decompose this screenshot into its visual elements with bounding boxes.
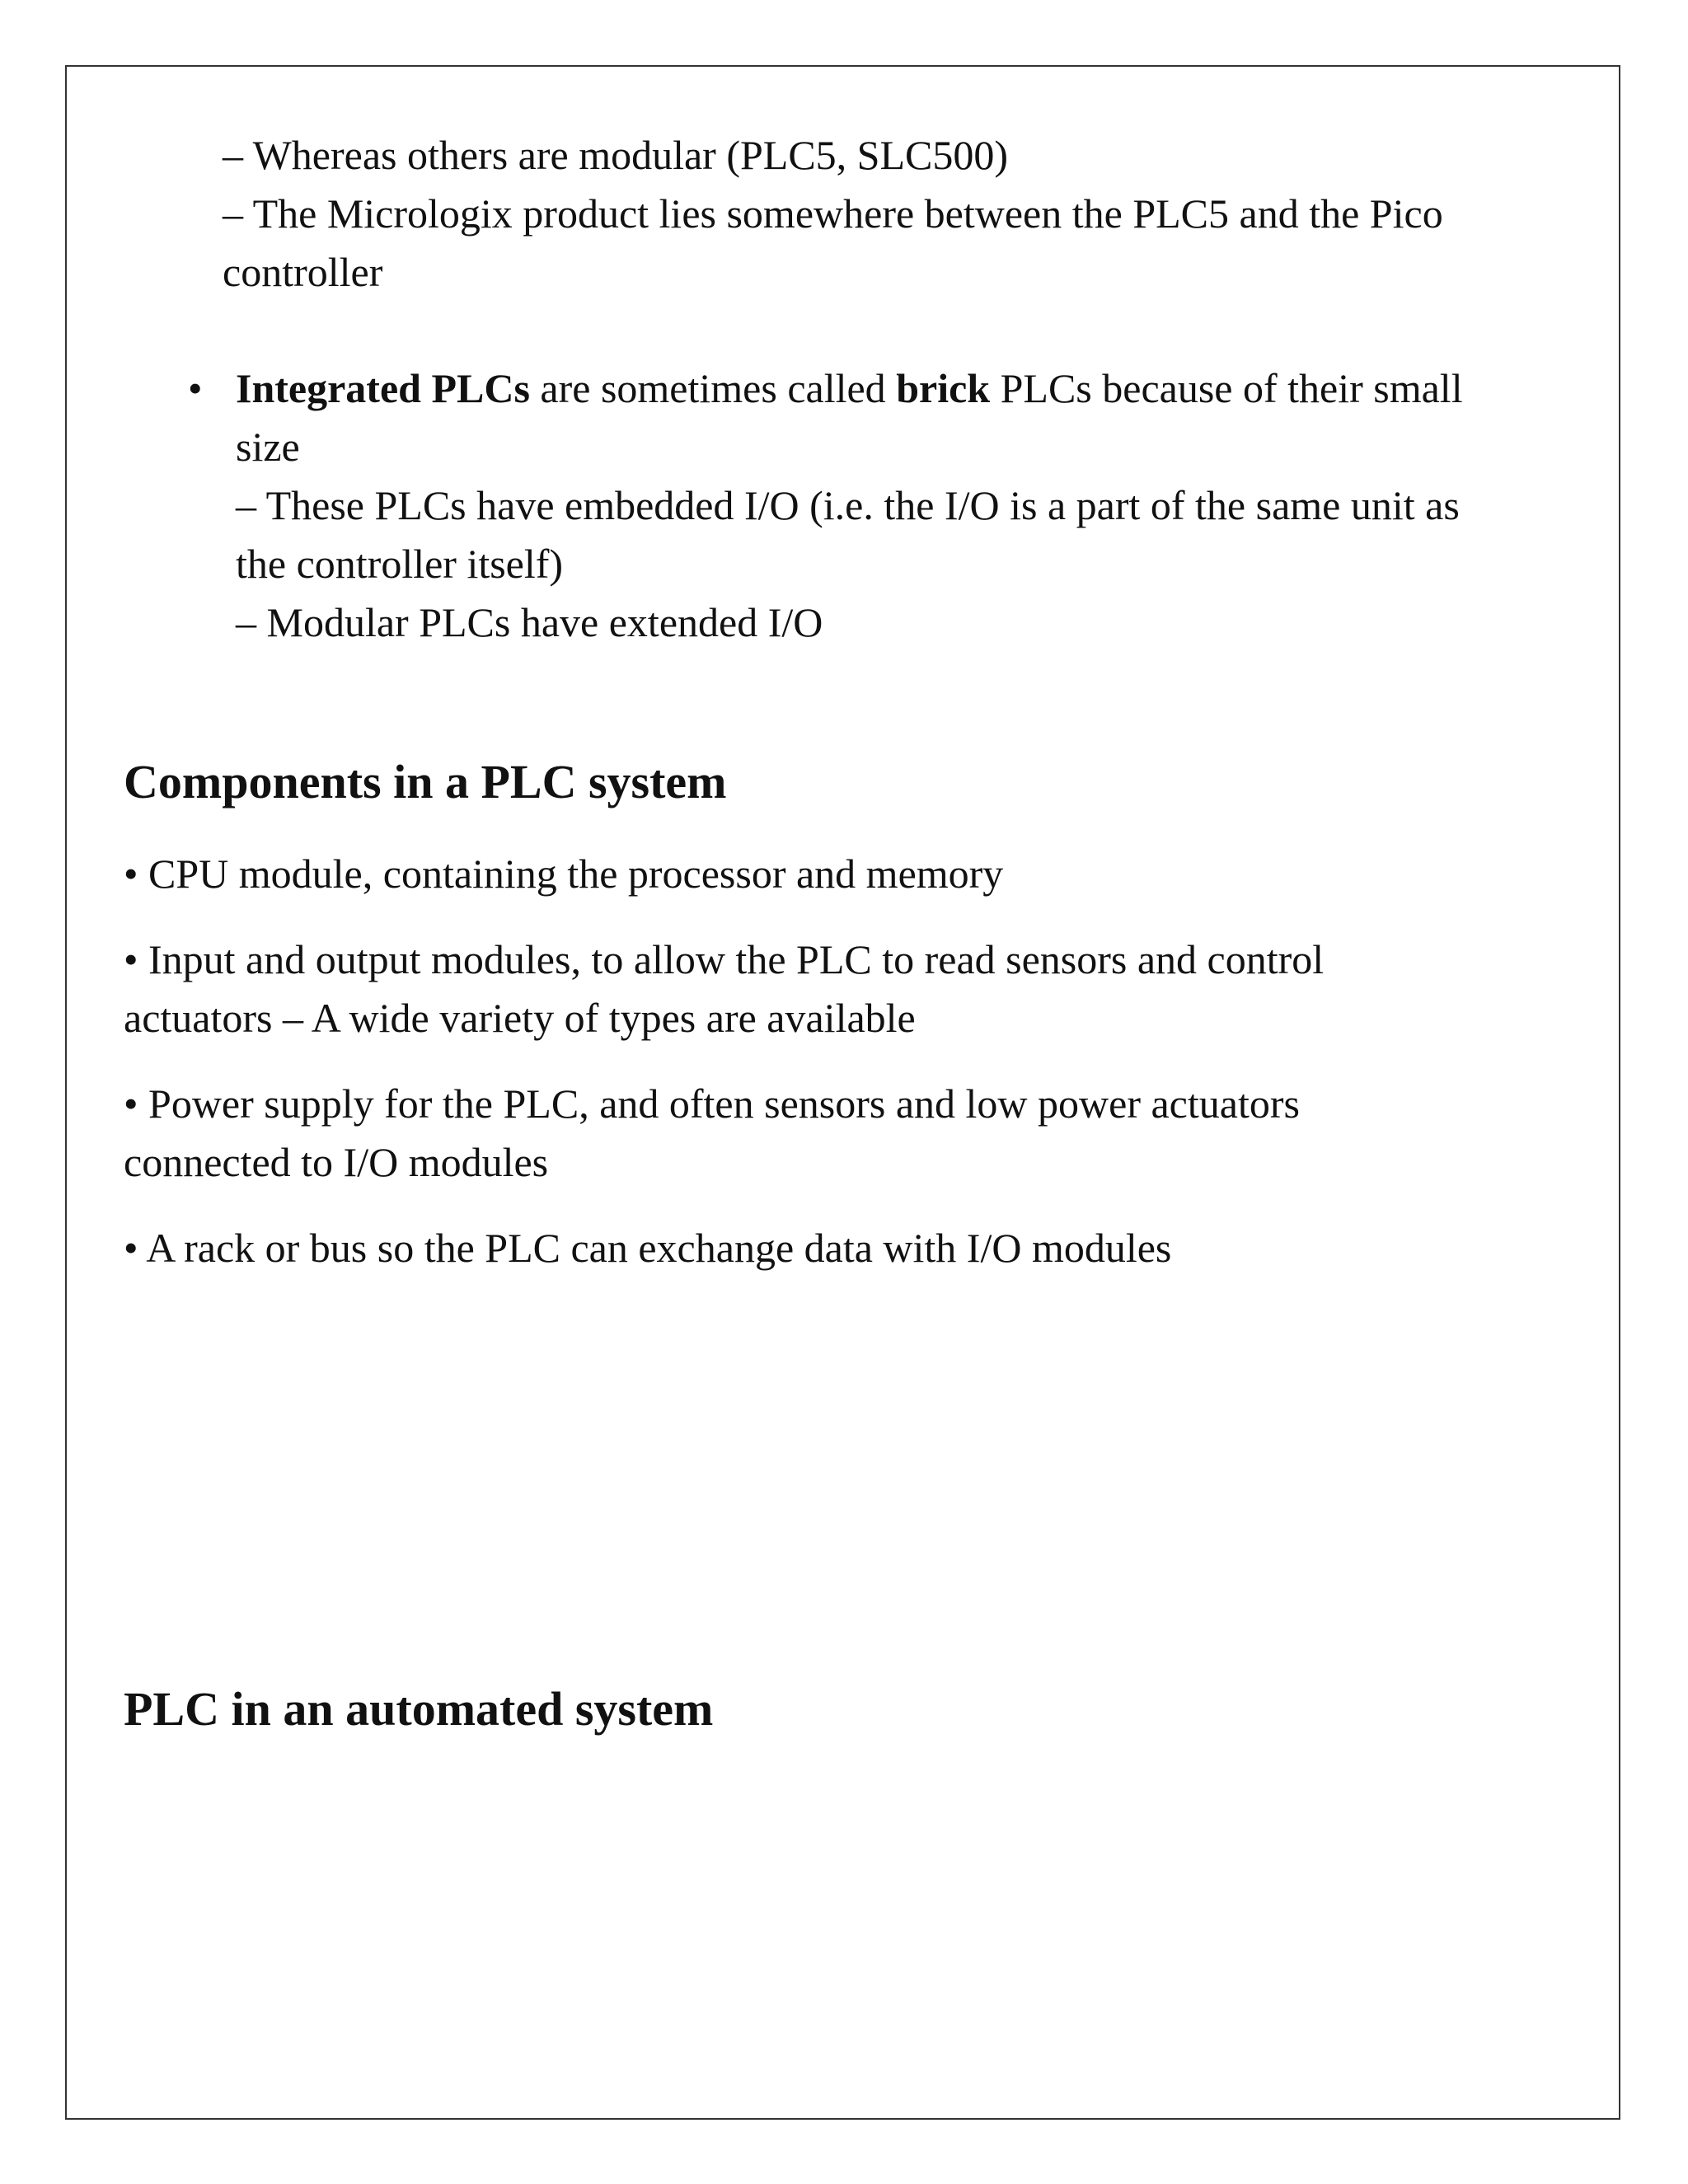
integrated-plcs-line-cont: size — [236, 424, 300, 470]
dash-line-micrologix: – The Micrologix product lies somewhere between the PLC5 and the Pico — [223, 190, 1443, 237]
component-cpu-item: • CPU module, containing the processor and memory — [124, 851, 1004, 897]
integrated-plcs-term: Integrated PLCs — [236, 365, 530, 411]
bullet-marker: • — [188, 365, 203, 411]
component-io-item-cont: actuators – A wide variety of types are available — [124, 995, 916, 1041]
dash-line-modular: – Whereas others are modular (PLC5, SLC500) — [223, 132, 1009, 178]
modular-io-line: – Modular PLCs have extended I/O — [236, 599, 823, 645]
component-rack-item: • A rack or bus so the PLC can exchange data with I/O modules — [124, 1225, 1172, 1271]
component-power-item: • Power supply for the PLC, and often sensors and low power actuators — [124, 1080, 1300, 1127]
embedded-io-line-cont: the controller itself) — [236, 541, 564, 587]
integrated-plcs-text-2: PLCs because of their small — [990, 365, 1463, 411]
automated-system-heading: PLC in an automated system — [124, 1682, 714, 1736]
component-power-item-cont: connected to I/O modules — [124, 1139, 549, 1185]
brick-term: brick — [896, 365, 991, 411]
embedded-io-line: – These PLCs have embedded I/O (i.e. the I/O is a part of the same unit as — [236, 482, 1460, 528]
integrated-plcs-line — [236, 363, 1463, 413]
integrated-plcs-text: are sometimes called — [529, 365, 897, 411]
component-io-item: • Input and output modules, to allow the PLC to read sensors and control — [124, 936, 1325, 982]
components-heading: Components in a PLC system — [124, 755, 727, 808]
dash-line-micrologix-cont: controller — [223, 249, 383, 295]
